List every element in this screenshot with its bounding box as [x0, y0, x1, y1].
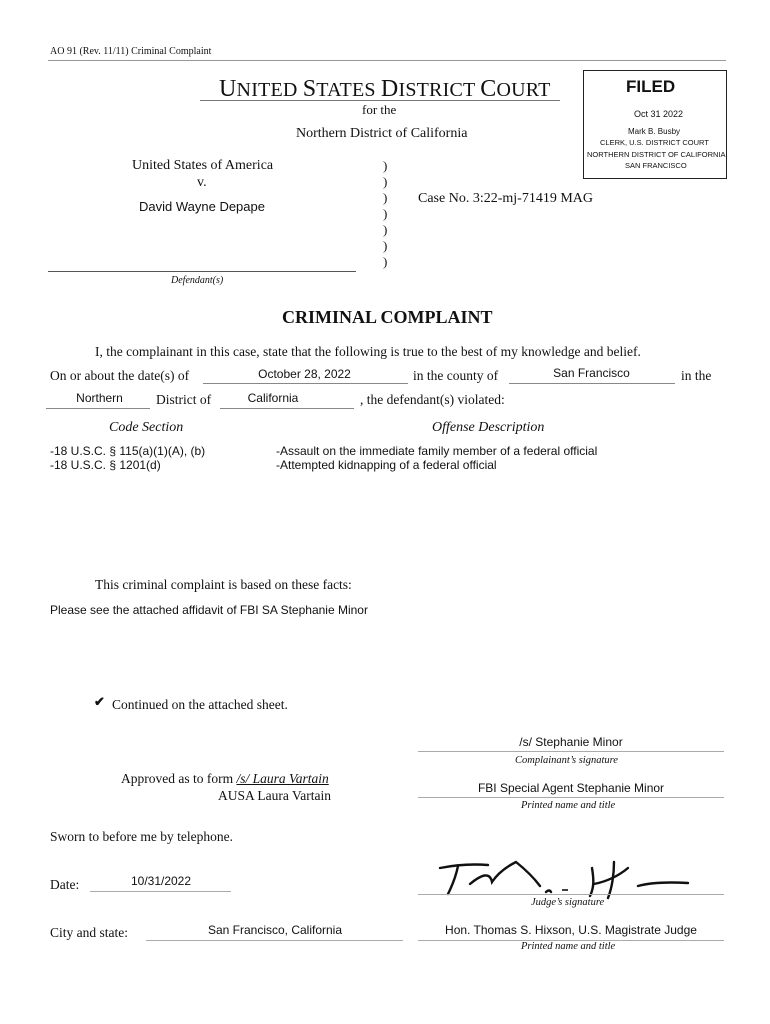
filed-date: Oct 31 2022	[634, 109, 684, 119]
state-field-line	[220, 408, 354, 409]
date-sig-value: 10/31/2022	[130, 874, 192, 888]
county-line	[509, 383, 675, 384]
district-label: District of	[156, 392, 212, 407]
complainant-signature-label: Complainant’s signature	[515, 755, 618, 766]
clerk-title: CLERK, U.S. DISTRICT COURT	[600, 138, 709, 147]
offense-description: -Assault on the immediate family member of a federal official	[276, 444, 598, 458]
complainant-signature-line	[418, 751, 724, 752]
stamp-city: SAN FRANCISCO	[625, 161, 687, 170]
continued-label: Continued on the attached sheet.	[112, 697, 288, 712]
sworn-statement: Sworn to before me by telephone.	[50, 829, 233, 844]
case-number: Case No. 3:22-mj-71419 MAG	[418, 191, 593, 206]
in-the: in the	[681, 368, 712, 383]
district-field-line	[46, 408, 150, 409]
city-line	[146, 940, 403, 941]
code-section: -18 U.S.C. § 115(a)(1)(A), (b)	[50, 444, 206, 458]
approved-signature: /s/ Laura Vartain	[236, 771, 329, 786]
district-name: Northern District of California	[296, 126, 468, 141]
offense-date: October 28, 2022	[258, 367, 351, 381]
date-sig-line	[90, 891, 231, 892]
title-rule	[200, 100, 560, 101]
facts-text: Please see the attached affidavit of FBI SA Stephanie Minor	[50, 603, 368, 617]
filed-label: FILED	[626, 77, 676, 96]
offense-description-header: Offense Description	[432, 420, 545, 435]
paren: )	[383, 238, 388, 253]
defendant-label: Defendant(s)	[171, 275, 224, 286]
stamp-district: NORTHERN DISTRICT OF CALIFORNIA	[587, 150, 726, 159]
code-section: -18 U.S.C. § 1201(d)	[50, 458, 161, 472]
offense-description: -Attempted kidnapping of a federal official	[276, 458, 497, 472]
defendant-rule	[48, 271, 356, 272]
approved-label: Approved as to form	[121, 771, 234, 786]
for-the: for the	[362, 102, 397, 117]
date-sig-label: Date:	[50, 877, 80, 892]
court-title: UNITED STATES DISTRICT COURT	[219, 76, 551, 102]
defendant-name: David Wayne Depape	[139, 199, 265, 214]
paren: )	[383, 254, 388, 269]
city-label: City and state:	[50, 925, 128, 940]
versus: v.	[197, 175, 207, 190]
complainant-printed-name: FBI Special Agent Stephanie Minor	[477, 781, 665, 795]
filed-stamp	[583, 70, 727, 179]
judge-printed-label: Printed name and title	[521, 941, 616, 952]
city-value: San Francisco, California	[207, 923, 343, 937]
facts-label: This criminal complaint is based on these facts:	[95, 577, 352, 592]
state-field: California	[247, 391, 299, 405]
date-label: On or about the date(s) of	[50, 368, 190, 383]
county: San Francisco	[553, 366, 630, 380]
document-title: CRIMINAL COMPLAINT	[282, 307, 493, 327]
complainant-signature: /s/ Stephanie Minor	[519, 735, 623, 749]
header-rule	[48, 60, 726, 61]
complainant-printed-line	[418, 797, 724, 798]
approved-as-to-form	[121, 771, 329, 787]
violated-label: , the defendant(s) violated:	[360, 392, 505, 407]
district-field: Northern	[76, 391, 123, 405]
paren: )	[383, 174, 388, 189]
plaintiff: United States of America	[132, 158, 274, 173]
code-section-header: Code Section	[109, 420, 184, 435]
county-label: in the county of	[413, 368, 499, 383]
paren: )	[383, 206, 388, 221]
ausa-name: AUSA Laura Vartain	[218, 788, 331, 803]
paren: )	[383, 158, 388, 173]
paren: )	[383, 190, 388, 205]
judge-signature-label: Judge’s signature	[531, 897, 605, 908]
judge-signature-line	[418, 894, 724, 895]
judge-printed-name: Hon. Thomas S. Hixson, U.S. Magistrate Judge	[445, 923, 697, 937]
complainant-printed-label: Printed name and title	[521, 800, 616, 811]
offense-date-line	[203, 383, 408, 384]
clerk-name: Mark B. Busby	[628, 127, 681, 136]
complainant-statement: I, the complainant in this case, state that the following is true to the best of my knowledge and belief.	[95, 344, 641, 359]
continued-checkbox[interactable]: ✔	[94, 694, 105, 709]
paren: )	[383, 222, 388, 237]
form-header: AO 91 (Rev. 11/11) Criminal Complaint	[50, 46, 212, 57]
